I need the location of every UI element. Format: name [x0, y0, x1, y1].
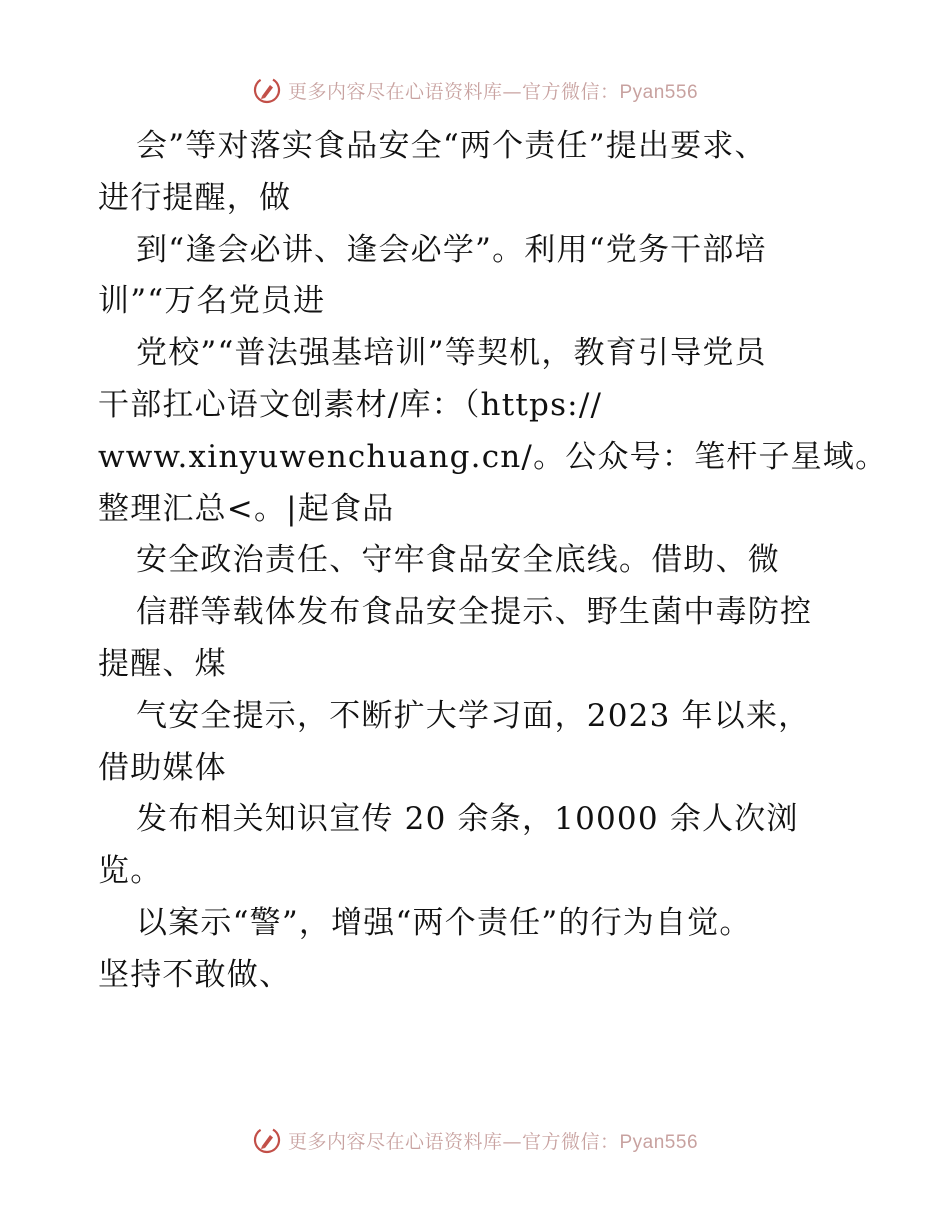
- text-line: 信群等载体发布食品安全提示、野生菌中毒防控: [136, 594, 813, 631]
- text-line: 会”等对落实食品安全“两个责任”提出要求、: [136, 128, 767, 164]
- text-line: 览。: [98, 853, 163, 890]
- pen-logo-icon: [252, 1125, 282, 1155]
- document-body: [98, 121, 898, 1002]
- text-line: www.xinyuwenchuang.cn/。公众号：笔杆子星域。: [98, 438, 888, 475]
- text-line: 发布相关知识宣传 20 余条，10000 余人次浏: [136, 801, 799, 838]
- text-line: 借助媒体: [98, 749, 227, 786]
- text-line: 党校”“普法强基培训”等契机，教育引导党员: [136, 335, 767, 372]
- text-line: 干部扛心语文创素材/库：（https://: [98, 386, 603, 423]
- text-line: 安全政治责任、守牢食品安全底线。借助、微: [136, 542, 780, 579]
- watermark-text: 更多内容尽在心语资料库—官方微信：Pyan556: [287, 80, 699, 103]
- footer-watermark: [0, 1120, 950, 1160]
- watermark-text: 更多内容尽在心语资料库—官方微信：Pyan556: [287, 1130, 699, 1153]
- header-watermark: [0, 70, 950, 110]
- text-line: 气安全提示，不断扩大学习面，2023 年以来，: [136, 697, 811, 734]
- text-line: 到“逢会必讲、逢会必学”。利用“党务干部培: [136, 231, 767, 268]
- text-line: 坚持不敢做、: [98, 956, 292, 993]
- text-line: 以案示“警”，增强“两个责任”的行为自觉。: [136, 904, 752, 941]
- text-line: 提醒、煤: [98, 645, 227, 682]
- text-line: 进行提醒，做: [98, 179, 292, 216]
- pen-logo-icon: [252, 75, 282, 105]
- text-line: 训”“万名党员进: [98, 283, 326, 320]
- text-line: 整理汇总<。|起食品: [98, 490, 395, 527]
